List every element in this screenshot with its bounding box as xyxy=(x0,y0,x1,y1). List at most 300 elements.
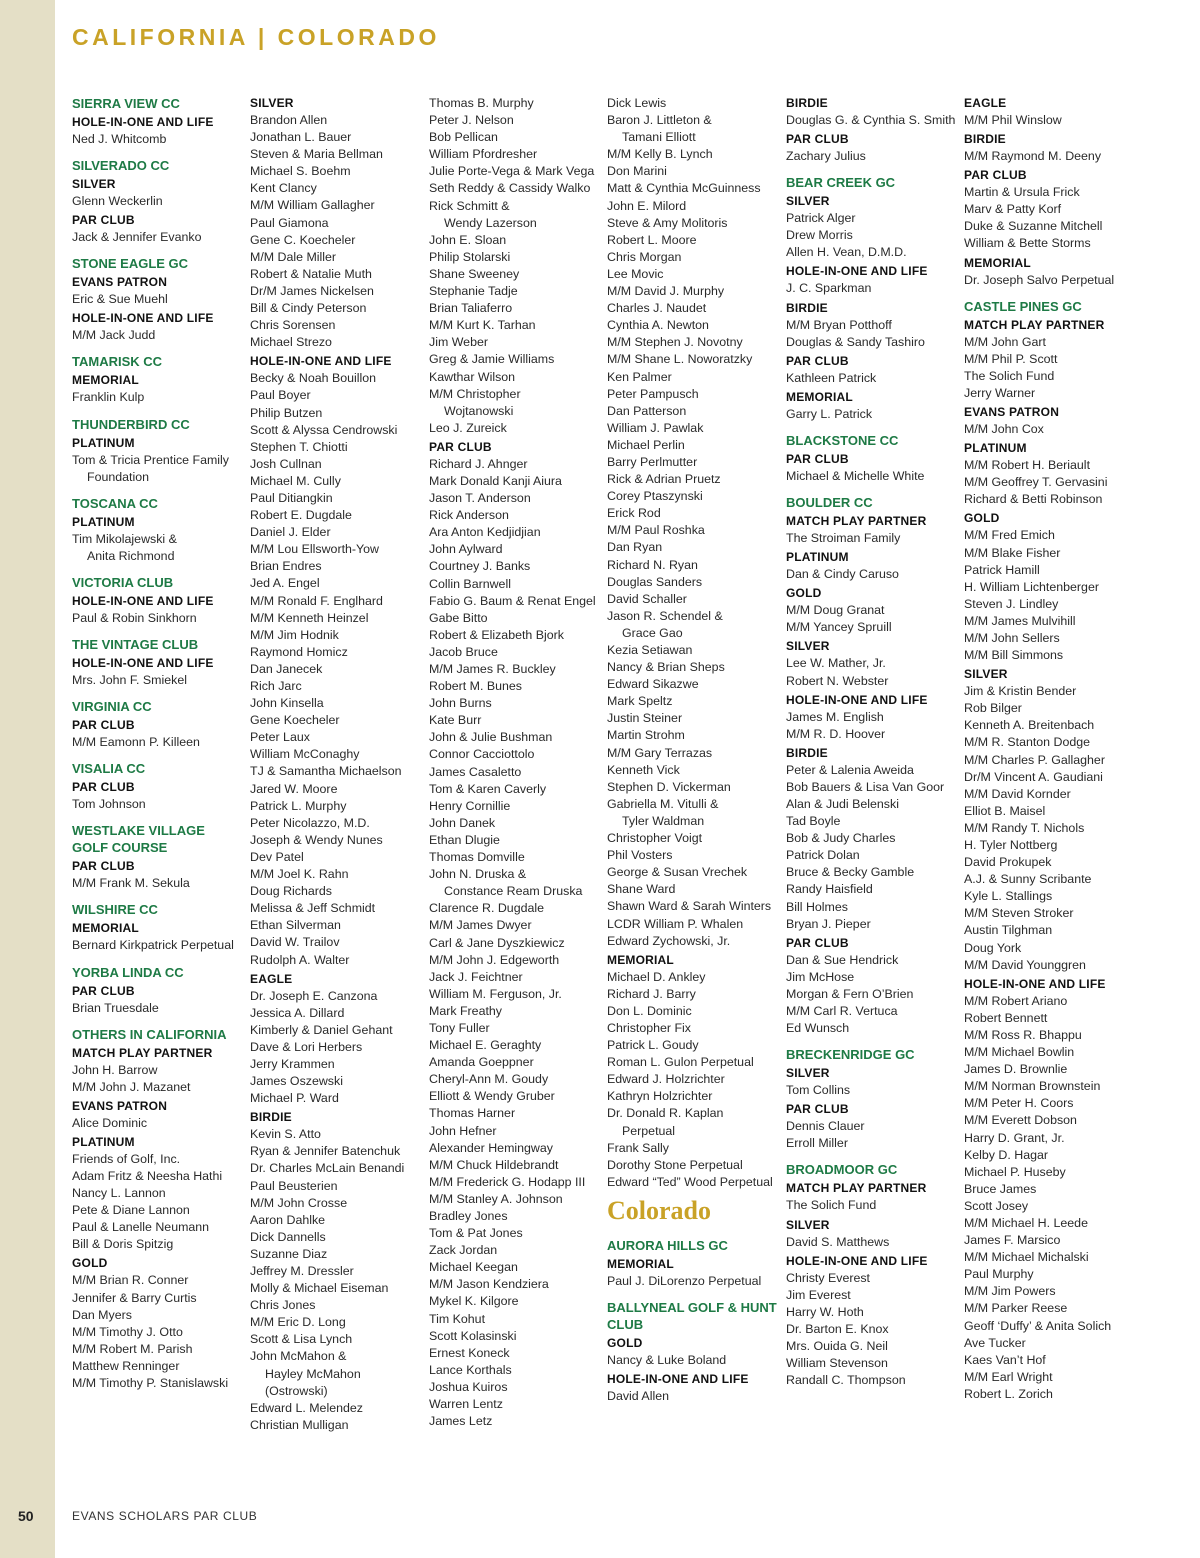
donor-name: Richard J. Ahnger xyxy=(429,456,528,471)
donor-name: Doug Richards xyxy=(250,884,332,899)
donor-name: Doug York xyxy=(964,940,1022,955)
donor-name: Dr/M Vincent A. Gaudiani xyxy=(964,769,1103,784)
donor-name: M/M Blake Fisher xyxy=(964,545,1061,560)
membership-level: PAR CLUB xyxy=(786,1102,849,1117)
membership-level: BIRDIE xyxy=(250,1110,292,1125)
donor-name: Tamani Elliott xyxy=(622,130,696,145)
donor-name: Franklin Kulp xyxy=(72,390,145,405)
membership-level: BIRDIE xyxy=(964,132,1006,147)
donor-name: Lee W. Mather, Jr. xyxy=(786,656,886,671)
membership-level: MATCH PLAY PARTNER xyxy=(964,317,1105,332)
donor-name: Tom & Karen Caverly xyxy=(429,781,547,796)
donor-name: Paul & Robin Sinkhorn xyxy=(72,610,197,625)
donor-name: Dan Patterson xyxy=(607,403,687,418)
donor-name: Bruce James xyxy=(964,1181,1037,1196)
donor-name: James D. Brownlie xyxy=(964,1062,1068,1077)
column-1 xyxy=(72,95,244,1392)
donor-name: M/M Bill Simmons xyxy=(964,648,1064,663)
club-heading: BOULDER CC xyxy=(786,495,873,511)
donor-name: Tim Mikolajewski & xyxy=(72,531,177,546)
donor-name: Patrick Hamill xyxy=(964,562,1040,577)
donor-name: Robert & Elizabeth Bjork xyxy=(429,627,564,642)
state-heading: Colorado xyxy=(607,1195,711,1225)
donor-name: Jim Everest xyxy=(786,1287,851,1302)
donor-name: M/M Robert Ariano xyxy=(964,993,1068,1008)
donor-name: M/M Brian R. Conner xyxy=(72,1273,189,1288)
donor-name: David S. Matthews xyxy=(786,1234,890,1249)
donor-name: Harry W. Hoth xyxy=(786,1304,864,1319)
donor-name: Nancy L. Lannon xyxy=(72,1186,166,1201)
club-heading: THUNDERBIRD CC xyxy=(72,416,190,432)
membership-level: HOLE-IN-ONE AND LIFE xyxy=(786,1253,928,1268)
donor-name: M/M Eamonn P. Killeen xyxy=(72,735,200,750)
donor-name: Erick Rod xyxy=(607,506,661,521)
membership-level: SILVER xyxy=(250,96,294,110)
donor-name: Douglas G. & Cynthia S. Smith xyxy=(786,113,956,127)
donor-name: Dr. Donald R. Kaplan xyxy=(607,1106,724,1121)
donor-name: Michael D. Ankley xyxy=(607,969,706,984)
donor-name: Shawn Ward & Sarah Winters xyxy=(607,899,772,914)
donor-name: Dr. Barton E. Knox xyxy=(786,1321,889,1336)
donor-name: Kawthar Wilson xyxy=(429,369,516,384)
donor-name: Douglas & Sandy Tashiro xyxy=(786,334,925,349)
donor-name: Scott & Lisa Lynch xyxy=(250,1332,353,1347)
donor-name: Paul Murphy xyxy=(964,1267,1034,1282)
donor-name: Pete & Diane Lannon xyxy=(72,1203,190,1218)
membership-level: SILVER xyxy=(786,194,830,209)
membership-level: PAR CLUB xyxy=(72,859,135,874)
donor-name: Peter Laux xyxy=(250,730,310,745)
donor-name: The Solich Fund xyxy=(786,1198,877,1213)
membership-level: MATCH PLAY PARTNER xyxy=(786,1181,927,1196)
membership-level: BIRDIE xyxy=(786,96,828,110)
club-heading: BROADMOOR GC xyxy=(786,1162,898,1178)
donor-name: M/M Parker Reese xyxy=(964,1301,1068,1316)
donor-name: William Stevenson xyxy=(786,1356,888,1371)
donor-name: Stephen T. Chiotti xyxy=(250,439,348,454)
donor-name: M/M Dale Miller xyxy=(250,249,337,264)
club-heading: BEAR CREEK GC xyxy=(786,175,896,191)
donor-name: Peter J. Nelson xyxy=(429,113,514,128)
membership-level: PLATINUM xyxy=(964,441,1027,456)
donor-name: Joseph & Wendy Nunes xyxy=(250,832,383,847)
donor-name: M/M Kurt K. Tarhan xyxy=(429,318,536,333)
donor-name: Dev Patel xyxy=(250,849,304,864)
donor-name: David Schaller xyxy=(607,591,687,606)
donor-name: Peter & Lalenia Aweida xyxy=(786,762,914,777)
membership-level: HOLE-IN-ONE AND LIFE xyxy=(72,656,214,671)
donor-name: John Hefner xyxy=(429,1123,497,1138)
donor-name: David Allen xyxy=(607,1389,669,1404)
donor-name: Kevin S. Atto xyxy=(250,1127,321,1142)
membership-level: MEMORIAL xyxy=(786,389,853,404)
club-heading: WESTLAKE VILLAGE GOLF COURSE xyxy=(72,823,205,856)
donor-name: Bruce & Becky Gamble xyxy=(786,865,915,880)
donor-name: Dr. Charles McLain Benandi xyxy=(250,1161,405,1176)
column-2 xyxy=(250,95,422,1434)
donor-name: Lee Movic xyxy=(607,266,664,281)
donor-name: Elliot B. Maisel xyxy=(964,803,1046,818)
club-heading: SIERRA VIEW CC xyxy=(72,96,180,111)
donor-name: Patrick Dolan xyxy=(786,848,860,863)
donor-name: Martin Strohm xyxy=(607,728,685,743)
donor-name: Drew Morris xyxy=(786,228,853,243)
donor-name: Kent Clancy xyxy=(250,181,317,196)
donor-name: Richard N. Ryan xyxy=(607,557,698,572)
donor-name: Jared W. Moore xyxy=(250,781,338,796)
donor-name: Jacob Bruce xyxy=(429,644,498,659)
donor-name: Mykel K. Kilgore xyxy=(429,1294,519,1309)
donor-name: Bernard Kirkpatrick Perpetual xyxy=(72,938,234,953)
donor-name: M/M Frank M. Sekula xyxy=(72,876,190,891)
donor-name: Nancy & Luke Boland xyxy=(607,1353,727,1367)
donor-name: Martin & Ursula Frick xyxy=(964,185,1080,200)
donor-name: Fabio G. Baum & Renat Engel xyxy=(429,593,596,608)
donor-name: Robert M. Bunes xyxy=(429,679,522,694)
donor-name: Ethan Dlugie xyxy=(429,832,500,847)
donor-name: Raymond Homicz xyxy=(250,644,348,659)
page-number: 50 xyxy=(18,1508,34,1524)
membership-level: SILVER xyxy=(964,667,1008,682)
donor-name: Barry Perlmutter xyxy=(607,454,698,469)
membership-level: GOLD xyxy=(607,1336,643,1350)
donor-name: M/M Frederick G. Hodapp III xyxy=(429,1174,586,1189)
donor-name: Tom Johnson xyxy=(72,797,146,812)
donor-name: Chris Jones xyxy=(250,1298,316,1313)
donor-name: Christopher Fix xyxy=(607,1020,692,1035)
membership-level: SILVER xyxy=(786,639,830,654)
club-heading: VISALIA CC xyxy=(72,761,146,777)
donor-name: M/M Kelly B. Lynch xyxy=(607,147,713,162)
donor-name: Jim McHose xyxy=(786,969,855,984)
donor-name: Robert & Natalie Muth xyxy=(250,266,372,281)
membership-level: PAR CLUB xyxy=(429,439,492,454)
donor-name: M/M Eric D. Long xyxy=(250,1315,346,1330)
membership-level: PLATINUM xyxy=(786,550,849,565)
donor-name: Bradley Jones xyxy=(429,1209,508,1223)
donor-name: Hayley McMahon xyxy=(265,1366,361,1381)
donor-name: Alice Dominic xyxy=(72,1115,148,1130)
donor-name: William Pfordresher xyxy=(429,147,538,162)
column-4 xyxy=(607,95,779,1405)
donor-name: William J. Pawlak xyxy=(607,420,704,435)
donor-name: Steven J. Lindley xyxy=(964,596,1059,611)
membership-level: EAGLE xyxy=(964,96,1007,110)
membership-level: EAGLE xyxy=(250,971,293,986)
donor-name: Randy Haisfield xyxy=(786,882,873,897)
membership-level: SILVER xyxy=(786,1066,830,1081)
donor-name: Michael & Michelle White xyxy=(786,468,925,483)
donor-name: Shane Sweeney xyxy=(429,266,520,281)
donor-name: Cheryl-Ann M. Goudy xyxy=(429,1072,549,1087)
donor-name: Julie Porte-Vega & Mark Vega xyxy=(429,164,595,179)
membership-level: SILVER xyxy=(786,1217,830,1232)
donor-name: M/M John Sellers xyxy=(964,630,1060,645)
donor-name: M/M Timothy P. Stanislawski xyxy=(72,1376,229,1390)
donor-name: M/M Robert M. Parish xyxy=(72,1341,193,1356)
donor-name: Greg & Jamie Williams xyxy=(429,352,555,367)
column-5 xyxy=(786,95,958,1389)
donor-name: M/M Jack Judd xyxy=(72,328,156,343)
donor-name: M/M Doug Granat xyxy=(786,603,885,618)
membership-level: MEMORIAL xyxy=(72,373,139,388)
donor-name: M/M Christopher xyxy=(429,386,521,401)
donor-name: Nancy & Brian Sheps xyxy=(607,660,725,675)
donor-name: Dick Dannells xyxy=(250,1229,326,1244)
donor-name: Dennis Clauer xyxy=(786,1119,865,1134)
club-heading: OTHERS IN CALIFORNIA xyxy=(72,1026,227,1042)
membership-level: PAR CLUB xyxy=(72,213,135,228)
donor-name: Frank Sally xyxy=(607,1140,669,1155)
donor-name: Mrs. John F. Smiekel xyxy=(72,673,187,688)
donor-name: Shane Ward xyxy=(607,882,676,897)
donor-name: Scott & Alyssa Cendrowski xyxy=(250,422,398,437)
membership-level: BIRDIE xyxy=(786,745,828,760)
donor-name: Morgan & Fern O’Brien xyxy=(786,986,914,1001)
donor-name: Lance Korthals xyxy=(429,1362,512,1377)
donor-name: Michael Keegan xyxy=(429,1260,518,1275)
donor-name: Edward Sikazwe xyxy=(607,677,699,692)
donor-name: Mark Speltz xyxy=(607,694,673,709)
donor-name: Carl & Jane Dyszkiewicz xyxy=(429,935,565,950)
club-heading: TAMARISK CC xyxy=(72,354,163,370)
membership-level: HOLE-IN-ONE AND LIFE xyxy=(607,1372,749,1387)
donor-name: William M. Ferguson, Jr. xyxy=(429,986,562,1001)
donor-name: M/M Earl Wright xyxy=(964,1369,1053,1384)
donor-name: Molly & Michael Eiseman xyxy=(250,1281,389,1296)
donor-name: Daniel J. Elder xyxy=(250,525,331,540)
donor-name: Kenneth Vick xyxy=(607,762,680,777)
donor-name: M/M John Gart xyxy=(964,334,1046,349)
donor-name: John H. Barrow xyxy=(72,1062,158,1077)
donor-name: M/M Chuck Hildebrandt xyxy=(429,1157,559,1172)
donor-name: Geoff ‘Duffy’ & Anita Solich xyxy=(964,1318,1112,1333)
donor-name: Joshua Kuiros xyxy=(429,1379,508,1394)
donor-name: Christopher Voigt xyxy=(607,831,703,846)
membership-level: MEMORIAL xyxy=(607,1256,674,1271)
donor-name: Patrick L. Murphy xyxy=(250,798,347,813)
donor-name: William McConaghy xyxy=(250,747,360,762)
donor-name: John Aylward xyxy=(429,542,503,557)
donor-name: Steven & Maria Bellman xyxy=(250,147,383,162)
donor-name: The Solich Fund xyxy=(964,368,1055,383)
donor-columns xyxy=(72,95,1182,1490)
club-heading: THE VINTAGE CLUB xyxy=(72,637,199,653)
donor-name: Don L. Dominic xyxy=(607,1003,692,1018)
donor-name: Peter Pampusch xyxy=(607,386,699,401)
donor-name: Kimberly & Daniel Gehant xyxy=(250,1022,393,1037)
donor-name: M/M John Crosse xyxy=(250,1195,348,1210)
donor-name: John McMahon & xyxy=(250,1349,347,1364)
donor-name: Richard & Betti Robinson xyxy=(964,492,1103,507)
donor-name: Gene Koecheler xyxy=(250,713,340,728)
donor-name: Brian Truesdale xyxy=(72,1000,159,1015)
donor-name: Seth Reddy & Cassidy Walko xyxy=(429,181,591,196)
donor-name: Anita Richmond xyxy=(87,548,175,563)
donor-name: Cynthia A. Newton xyxy=(607,318,709,333)
membership-level: PLATINUM xyxy=(72,514,135,529)
donor-name: M/M David Kornder xyxy=(964,786,1071,801)
membership-level: GOLD xyxy=(72,1256,108,1271)
donor-name: Jack & Jennifer Evanko xyxy=(72,230,202,245)
donor-name: M/M Jim Hodnik xyxy=(250,627,339,642)
donor-name: Constance Ream Druska xyxy=(444,884,583,899)
donor-name: TJ & Samantha Michaelson xyxy=(250,764,402,779)
donor-name: Jerry Krammen xyxy=(250,1056,335,1071)
donor-name: Harry D. Grant, Jr. xyxy=(964,1130,1065,1145)
club-heading: BRECKENRIDGE GC xyxy=(786,1047,915,1063)
donor-name: Matt & Cynthia McGuinness xyxy=(607,181,761,196)
donor-name: Allen H. Vean, D.M.D. xyxy=(786,245,907,260)
donor-name: M/M Charles P. Gallagher xyxy=(964,752,1105,767)
donor-name: Aaron Dahlke xyxy=(250,1212,326,1227)
membership-level: MEMORIAL xyxy=(72,921,139,936)
donor-name: Robert L. Zorich xyxy=(964,1386,1053,1401)
donor-name: Stephanie Tadje xyxy=(429,284,518,299)
donor-name: M/M Robert H. Beriault xyxy=(964,458,1091,473)
donor-name: James Casaletto xyxy=(429,764,522,779)
membership-level: PAR CLUB xyxy=(786,935,849,950)
donor-name: M/M Randy T. Nichols xyxy=(964,820,1085,835)
donor-name: Michael Strezo xyxy=(250,335,332,350)
donor-name: M/M R. D. Hoover xyxy=(786,726,886,741)
donor-name: Connor Cacciottolo xyxy=(429,747,535,762)
donor-name: Dan & Cindy Caruso xyxy=(786,567,899,582)
donor-name: Gene C. Koecheler xyxy=(250,232,356,247)
donor-name: Marv & Patty Korf xyxy=(964,202,1062,217)
donor-name: Scott Kolasinski xyxy=(429,1328,517,1343)
donor-name: Perpetual xyxy=(622,1123,676,1138)
donor-name: Bryan J. Pieper xyxy=(786,916,871,931)
donor-name: Paul J. DiLorenzo Perpetual xyxy=(607,1273,762,1288)
donor-name: M/M Gary Terrazas xyxy=(607,745,713,760)
donor-name: John N. Druska & xyxy=(429,867,527,882)
donor-name: Kenneth A. Breitenbach xyxy=(964,718,1095,733)
donor-name: Jeffrey M. Dressler xyxy=(250,1264,354,1278)
donor-name: M/M Phil Winslow xyxy=(964,113,1062,127)
donor-name: Kaes Van’t Hof xyxy=(964,1352,1046,1367)
membership-level: HOLE-IN-ONE AND LIFE xyxy=(72,311,214,326)
donor-name: Dick Lewis xyxy=(607,96,667,110)
donor-name: Ned J. Whitcomb xyxy=(72,132,167,146)
donor-name: Erroll Miller xyxy=(786,1136,848,1151)
membership-level: EVANS PATRON xyxy=(72,1098,168,1113)
donor-name: Ethan Silverman xyxy=(250,918,341,933)
donor-name: Chris Sorensen xyxy=(250,318,336,333)
club-heading: YORBA LINDA CC xyxy=(72,964,184,980)
membership-level: EVANS PATRON xyxy=(964,405,1060,420)
donor-name: William & Bette Storms xyxy=(964,236,1091,251)
donor-name: M/M Yancey Spruill xyxy=(786,620,892,635)
membership-level: GOLD xyxy=(786,586,822,601)
donor-name: Collin Barnwell xyxy=(429,576,511,591)
donor-name: Tim Kohut xyxy=(429,1311,486,1326)
donor-name: M/M Stephen J. Novotny xyxy=(607,335,743,350)
donor-name: M/M William Gallagher xyxy=(250,198,375,213)
page-sidebar-band xyxy=(0,0,55,1558)
donor-name: Robert L. Moore xyxy=(607,232,697,247)
membership-level: HOLE-IN-ONE AND LIFE xyxy=(964,976,1106,991)
donor-name: M/M Shane L. Noworatzky xyxy=(607,352,753,367)
donor-name: Dan Ryan xyxy=(607,540,663,555)
club-heading: STONE EAGLE GC xyxy=(72,256,189,272)
donor-name: John E. Sloan xyxy=(429,232,507,247)
donor-name: Henry Cornillie xyxy=(429,798,511,813)
donor-name: M/M Michael Bowlin xyxy=(964,1045,1075,1060)
donor-name: M/M Geoffrey T. Gervasini xyxy=(964,475,1108,490)
donor-name: Phil Vosters xyxy=(607,848,673,863)
membership-level: HOLE-IN-ONE AND LIFE xyxy=(786,692,928,707)
donor-name: Tom & Pat Jones xyxy=(429,1226,523,1241)
donor-name: David Prokupek xyxy=(964,855,1052,870)
club-heading: WILSHIRE CC xyxy=(72,902,158,918)
donor-name: Randall C. Thompson xyxy=(786,1373,906,1388)
donor-name: Steve & Amy Molitoris xyxy=(607,215,728,230)
donor-name: M/M Joel K. Rahn xyxy=(250,867,349,882)
donor-name: (Ostrowski) xyxy=(265,1383,328,1398)
donor-name: Charles J. Naudet xyxy=(607,301,707,316)
donor-name: M/M James R. Buckley xyxy=(429,662,556,676)
donor-name: Paul Ditiangkin xyxy=(250,490,333,505)
donor-name: Kathryn Holzrichter xyxy=(607,1089,713,1104)
donor-name: John E. Milord xyxy=(607,198,687,213)
donor-name: Paul Giamona xyxy=(250,215,329,230)
donor-name: Brian Taliaferro xyxy=(429,301,513,316)
donor-name: Mark Freathy xyxy=(429,1003,502,1018)
membership-level: PLATINUM xyxy=(72,435,135,450)
donor-name: Edward Zychowski, Jr. xyxy=(607,933,731,948)
donor-name: Tyler Waldman xyxy=(622,813,705,828)
membership-level: HOLE-IN-ONE AND LIFE xyxy=(72,593,214,608)
membership-level: PAR CLUB xyxy=(786,451,849,466)
donor-name: David W. Trailov xyxy=(250,935,340,950)
donor-name: Friends of Golf, Inc. xyxy=(72,1151,181,1166)
donor-name: Wendy Lazerson xyxy=(444,215,537,230)
membership-level: PAR CLUB xyxy=(964,168,1027,183)
donor-name: Warren Lentz xyxy=(429,1397,503,1412)
donor-name: Matthew Renninger xyxy=(72,1358,180,1373)
donor-name: Edward “Ted” Wood Perpetual xyxy=(607,1174,773,1189)
donor-name: Jim Weber xyxy=(429,335,488,350)
donor-name: Dr/M James Nickelsen xyxy=(250,283,374,298)
donor-name: Glenn Weckerlin xyxy=(72,194,163,209)
donor-name: Tad Boyle xyxy=(786,814,841,829)
membership-level: PAR CLUB xyxy=(72,983,135,998)
donor-name: M/M Jim Powers xyxy=(964,1284,1056,1299)
donor-name: James F. Marsico xyxy=(964,1233,1061,1248)
donor-name: Kezia Setiawan xyxy=(607,643,693,657)
donor-name: Bill & Cindy Peterson xyxy=(250,301,367,316)
donor-name: Dan Myers xyxy=(72,1307,132,1322)
donor-name: M/M Jason Kendziera xyxy=(429,1277,549,1292)
donor-name: Jason R. Schendel & xyxy=(607,608,723,623)
membership-level: GOLD xyxy=(964,511,1000,526)
donor-name: M/M Bryan Potthoff xyxy=(786,317,892,332)
donor-name: Paul Beusterien xyxy=(250,1178,338,1193)
donor-name: Richard J. Barry xyxy=(607,986,696,1001)
donor-name: Paul & Lanelle Neumann xyxy=(72,1220,210,1235)
donor-name: Dan Janecek xyxy=(250,661,323,676)
donor-name: Christian Mulligan xyxy=(250,1417,349,1432)
donor-name: Scott Josey xyxy=(964,1198,1029,1213)
membership-level: HOLE-IN-ONE AND LIFE xyxy=(72,115,214,129)
donor-name: Jason T. Anderson xyxy=(429,491,531,506)
membership-level: MATCH PLAY PARTNER xyxy=(786,514,927,529)
donor-name: M/M Everett Dobson xyxy=(964,1113,1077,1128)
donor-name: Ryan & Jennifer Batenchuk xyxy=(250,1144,401,1159)
membership-level: PAR CLUB xyxy=(786,353,849,368)
donor-name: Thomas Domville xyxy=(429,850,525,865)
